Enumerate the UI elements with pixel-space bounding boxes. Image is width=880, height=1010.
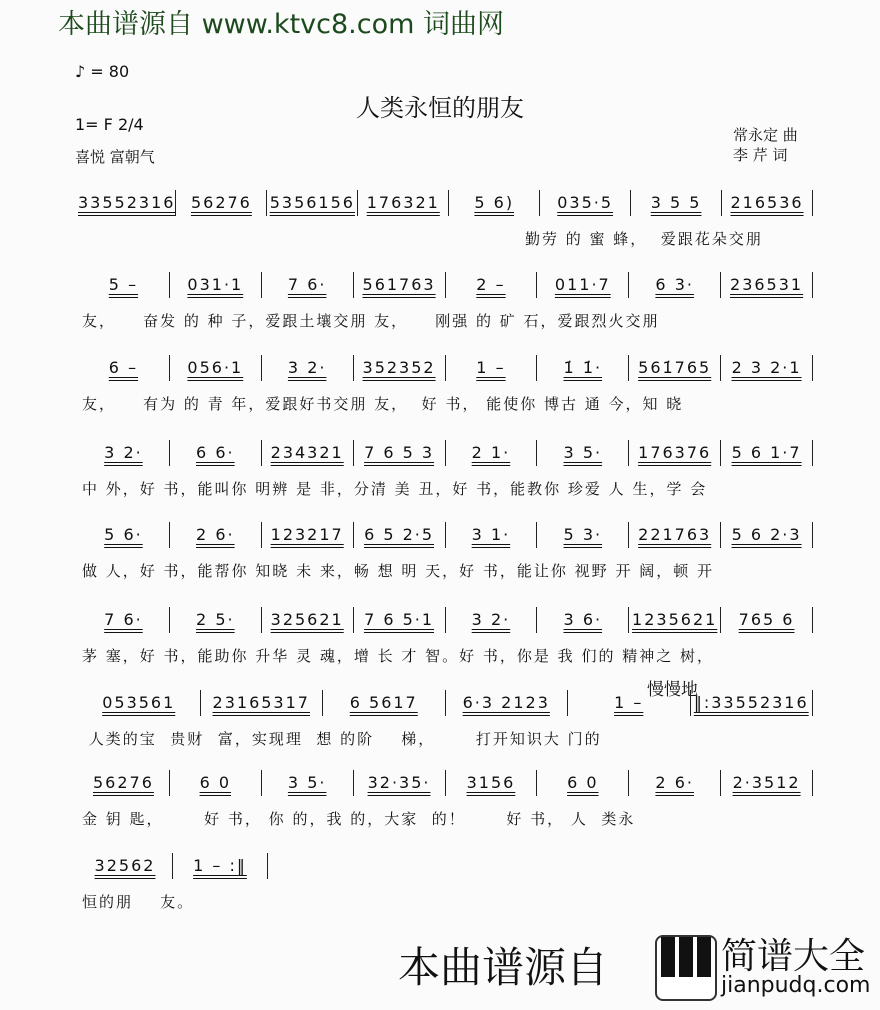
composer: 常永定 曲 xyxy=(733,126,798,144)
measure: 3 2· xyxy=(446,607,538,633)
measure: 2 5· xyxy=(170,607,262,633)
measure: 053561 xyxy=(78,690,201,716)
measure: 1235621 xyxy=(629,607,721,633)
measure: 2 6· xyxy=(170,522,262,548)
measure: 6·3 2123 xyxy=(446,690,569,716)
lyrics-line: 金 钥 匙， 好 书， 你 的，我 的，大家 的！ 好 书， 人 类永 xyxy=(82,810,636,828)
measure: 561763 xyxy=(354,272,446,298)
measure: 6 0 xyxy=(170,770,262,796)
measure: 234321 xyxy=(262,440,354,466)
measure: 2 – xyxy=(446,272,538,298)
measure: 176321 xyxy=(358,190,449,216)
staff-row xyxy=(78,522,813,548)
measure: 2 1· xyxy=(446,440,538,466)
measure: 7 6· xyxy=(262,272,354,298)
staff-row xyxy=(78,190,813,216)
staff-row xyxy=(78,607,813,633)
measure: 1̇ 1̇· xyxy=(537,355,629,381)
measure: 352352 xyxy=(354,355,446,381)
measure: 5 – xyxy=(78,272,170,298)
measure: 1 – xyxy=(446,355,538,381)
measure: 3 2· xyxy=(78,440,170,466)
measure: 1 – xyxy=(568,690,691,716)
measure: 6 5617 xyxy=(323,690,446,716)
measure: 765 6 xyxy=(721,607,813,633)
measure: 7 6 5 3 xyxy=(354,440,446,466)
credits xyxy=(733,125,798,165)
measure: 2 3 2·1 xyxy=(721,355,813,381)
measure: 5 6) xyxy=(449,190,540,216)
measure: 3 6· xyxy=(537,607,629,633)
measure: 6 5 2·5 xyxy=(354,522,446,548)
measure: 1 – :‖ xyxy=(173,853,268,879)
measure: 3 5· xyxy=(262,770,354,796)
lyrics-line: 勤劳 的 蜜 蜂， 爱跟花朵交朋 xyxy=(525,230,763,248)
measure: 035·5 xyxy=(540,190,631,216)
measure: 3 5 5 xyxy=(631,190,722,216)
measure: 6 3· xyxy=(629,272,721,298)
measure: 2·3512 xyxy=(721,770,813,796)
measure: 32·35· xyxy=(354,770,446,796)
measure: 6 – xyxy=(78,355,170,381)
measure: 236531 xyxy=(721,272,813,298)
measure: 3 1· xyxy=(446,522,538,548)
measure: 056·1 xyxy=(170,355,262,381)
measure: 221763 xyxy=(629,522,721,548)
measure: 123217 xyxy=(262,522,354,548)
staff-row xyxy=(78,853,268,879)
logo-text: 简谱大全 xyxy=(721,936,866,977)
staff-row xyxy=(78,770,813,796)
measure: 216536 xyxy=(722,190,813,216)
lyrics-line: 友， 有为 的 青 年，爱跟好书交朋 友， 好 书， 能使你 博古 通 今，知 晓 xyxy=(82,395,684,413)
measure: 5 6 1·7 xyxy=(721,440,813,466)
logo-url: jianpudq.com xyxy=(721,973,871,998)
measure: 176376 xyxy=(629,440,721,466)
measure: 56276 xyxy=(176,190,267,216)
measure: 5 6 2·3 xyxy=(721,522,813,548)
measure: 3 2· xyxy=(262,355,354,381)
measure: 5356156 xyxy=(267,190,358,216)
staff-row xyxy=(78,690,813,716)
watermark-bottom: 本曲谱源自 xyxy=(398,943,609,992)
lyrics-line: 友， 奋发 的 种 子，爱跟土壤交朋 友， 刚强 的 矿 石，爱跟烈火交朋 xyxy=(82,312,660,330)
measure: 23165317 xyxy=(201,690,324,716)
song-title: 人类永恒的朋友 xyxy=(356,94,524,122)
measure: 031·1 xyxy=(170,272,262,298)
measure: 7 6· xyxy=(78,607,170,633)
staff-row xyxy=(78,440,813,466)
measure: 3156 xyxy=(446,770,538,796)
tempo-marking: ♪ = 80 xyxy=(75,62,130,81)
measure: 7 6 5·1 xyxy=(354,607,446,633)
measure: 2 6· xyxy=(629,770,721,796)
measure: 5 3· xyxy=(537,522,629,548)
measure: 3 5· xyxy=(537,440,629,466)
staff-row xyxy=(78,355,813,381)
staff-row xyxy=(78,272,813,298)
measure: 6 6· xyxy=(170,440,262,466)
measure: 56276 xyxy=(78,770,170,796)
lyrics-line: 中 外，好 书，能叫你 明辨 是 非，分清 美 丑，好 书，能教你 珍爱 人 生，学 会 xyxy=(82,480,708,498)
lyrics-line: 茅 塞，好 书，能助你 升华 灵 魂，增 长 才 智。好 书，你是 我 们的 精神之 树， xyxy=(82,647,714,665)
measure: 32562 xyxy=(78,853,173,879)
lyricist: 李 芹 词 xyxy=(733,146,788,164)
lyrics-line: 恒的朋 友。 xyxy=(82,893,195,911)
piano-keys-icon xyxy=(655,935,717,1001)
lyrics-line: 做 人，好 书，能帮你 知晓 未 来，畅 想 明 天，好 书，能让你 视野 开 阔，顿 开 xyxy=(82,562,714,580)
expression-marking: 喜悦 富朝气 xyxy=(75,148,155,166)
measure: 561̇765 xyxy=(629,355,721,381)
site-logo xyxy=(655,935,870,1001)
measure: 33552316 xyxy=(78,190,176,216)
measure: ‖:33552316 xyxy=(691,690,814,716)
measure: 011·7 xyxy=(537,272,629,298)
lyrics-line: 人类的宝 贵财 富，实现理 想 的阶 梯， 打开知识大 门的 xyxy=(82,730,602,748)
key-signature: 1= F 2/4 xyxy=(75,115,144,134)
measure: 6 0 xyxy=(537,770,629,796)
measure: 325621 xyxy=(262,607,354,633)
watermark-top: 本曲谱源自 www.ktvc8.com 词曲网 xyxy=(58,9,504,40)
slow-marking: 慢慢地 xyxy=(647,680,698,700)
measure: 5 6· xyxy=(78,522,170,548)
